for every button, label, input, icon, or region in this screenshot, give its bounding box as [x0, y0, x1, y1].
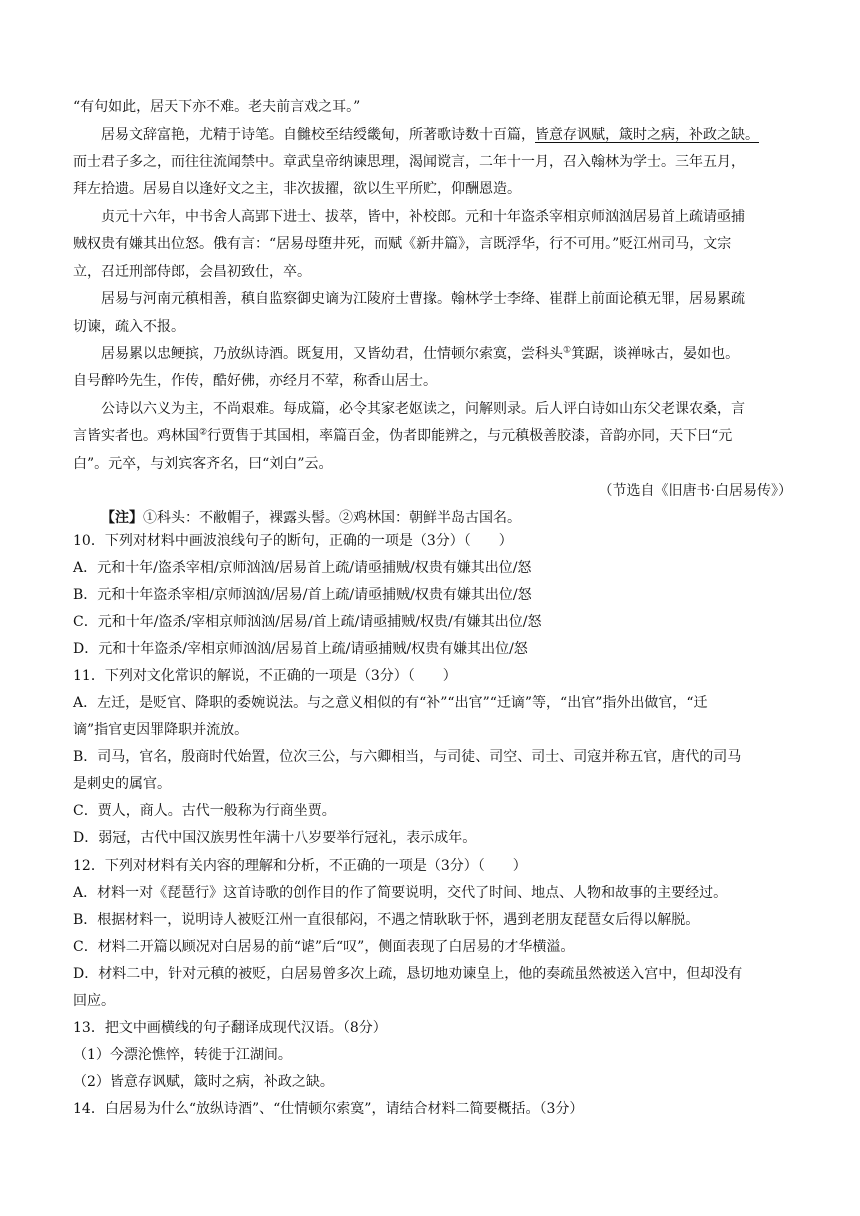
option-a-cont: 谪”指官吏因罪降职并流放。	[73, 722, 249, 738]
option-b: B．元和十年盗杀宰相/京师汹汹/居易/首上疏/请亟捕贼/权贵有嫌其出位/怒	[73, 587, 532, 603]
text-segment: 言皆实者也。鸡林国	[73, 428, 199, 444]
option-b-cont: 是刺史的属官。	[73, 776, 171, 792]
text-line: “有句如此，居天下亦不难。老夫前言戏之耳。”	[73, 99, 361, 115]
question-11: 11．下列对文化常识的解说，不正确的一项是（3分）（ ）	[73, 668, 457, 684]
question-10: 10．下列对材料中画波浪线句子的断句，正确的一项是（3分）（ ）	[73, 533, 513, 549]
footnote-marker: ①	[563, 345, 572, 356]
option-d: D．材料二中，针对元稹的被贬，白居易曾多次上疏，恳切地劝谏皇上，他的奏疏虽然被送入宫中，但却没有	[73, 966, 743, 982]
option-a: A．元和十年/盗杀宰相/京师汹汹/居易首上疏/请亟捕贼/权贵有嫌其出位/怒	[73, 560, 532, 576]
question-12: 12．下列对材料有关内容的理解和分析，不正确的一项是（3分）（ ）	[73, 858, 527, 874]
option-d-cont: 回应。	[73, 993, 115, 1009]
text-line: 拜左拾遗。居易自以逢好文之主，非次拔擢，欲以生平所贮，仰酬恩造。	[73, 181, 521, 197]
option-b: B．司马，官名，殷商时代始置，位次三公，与六卿相当，与司徒、司空、司士、司寇并称五官，唐代的司马	[73, 749, 742, 765]
option-d: D．元和十年盗杀/宰相京师汹汹/居易首上疏/请亟捕贼/权贵有嫌其出位/怒	[73, 641, 528, 657]
text-line: 切谏，疏入不报。	[73, 319, 185, 335]
option-a: A．左迁，是贬官、降职的委婉说法。与之意义相似的有“补”“出官”“迁谪”等，“出官”指外出做官，“迁	[73, 695, 708, 711]
option-d: D．弱冠，古代中国汉族男性年满十八岁要举行冠礼，表示成年。	[73, 830, 477, 846]
text-segment: 居易累以忠鲠摈，乃放纵诗酒。既复用，又皆幼君，仕情顿尔索寞，尝科头	[101, 346, 563, 362]
question-13: 13．把文中画横线的句子翻译成现代汉语。（8分）	[73, 1020, 387, 1036]
text-line: 白”。元卒，与刘宾客齐名，曰“刘白”云。	[73, 456, 333, 472]
source-citation: （节选自《旧唐书·白居易传》）	[598, 483, 792, 499]
text-line: 而士君子多之，而往往流闻禁中。章武皇帝纳谏思理，渴闻谠言，二年十一月，召入翰林为学士。三年五月，	[73, 154, 745, 170]
text-segment: 居易文辞富艳，尤精于诗笔。自雠校至结绶畿甸，所著歌诗数十百篇，	[101, 127, 535, 143]
option-c: C．元和十年/盗杀/宰相京师汹汹/居易/首上疏/请亟捕贼/权贵/有嫌其出位/怒	[73, 614, 542, 630]
option-b: B．根据材料一，说明诗人被贬江州一直很郁闷，不遇之情耿耿于怀，遇到老朋友琵琶女后得以解脱。	[73, 912, 700, 928]
option-a: A．材料一对《琵琶行》这首诗歌的创作目的作了简要说明，交代了时间、地点、人物和故事的主要经过。	[73, 885, 728, 901]
option-c: C．材料二开篇以顾况对白居易的前“谑”后“叹”，侧面表现了白居易的才华横溢。	[73, 939, 575, 955]
text-line: 立，召迁刑部侍郎，会昌初致仕，卒。	[73, 264, 311, 280]
text-line	[101, 344, 739, 364]
footnote-marker: ②	[199, 427, 208, 438]
text-line: 居易与河南元稹相善，稹自监察御史谪为江陵府士曹掾。翰林学士李绛、崔群上前面论稹无罪，居易累疏	[101, 291, 745, 307]
text-line: 自号醉吟先生，作传，酷好佛，亦经月不荤，称香山居士。	[73, 373, 437, 389]
text-segment: 箕踞，谈禅咏古，晏如也。	[571, 346, 740, 362]
sub-question-1: （1）今漂沦憔悴，转徙于江湖间。	[73, 1047, 292, 1063]
text-line: 公诗以六义为主，不尚艰难。每成篇，必令其家老妪读之，问解则录。后人评白诗如山东父老课农桑，言	[101, 401, 745, 417]
text-line	[73, 426, 732, 446]
option-c: C．贾人，商人。古代一般称为行商坐贾。	[73, 803, 336, 819]
text-line	[101, 125, 759, 145]
text-line: 贼权贵有嫌其出位怒。俄有言：“居易母堕井死，而赋《新井篇》，言既浮华，行不可用。”贬江州司马，文宗	[73, 236, 732, 252]
note-text: ①科头：不敝帽子，裸露头髻。②鸡林国：朝鲜半岛古国名。	[143, 510, 521, 526]
underlined-sentence: 皆意存讽赋，箴时之病，补政之缺。	[535, 127, 759, 143]
note-label: 【注】	[101, 510, 143, 526]
footnote-line	[101, 508, 521, 528]
text-segment: 行贾售于其国相，率篇百金，伪者即能辨之，与元稹极善胶漆，音韵亦同，天下曰“元	[207, 428, 733, 444]
text-line: 贞元十六年，中书舍人高郢下进士、拔萃，皆中，补校郎。元和十年盗杀宰相京师汹汹居易首上疏请亟捕	[101, 209, 745, 225]
question-14: 14．白居易为什么“放纵诗酒”、“仕情顿尔索寞”，请结合材料二简要概括。（3分）	[73, 1101, 584, 1117]
sub-question-2: （2）皆意存讽赋，箴时之病，补政之缺。	[73, 1074, 334, 1090]
